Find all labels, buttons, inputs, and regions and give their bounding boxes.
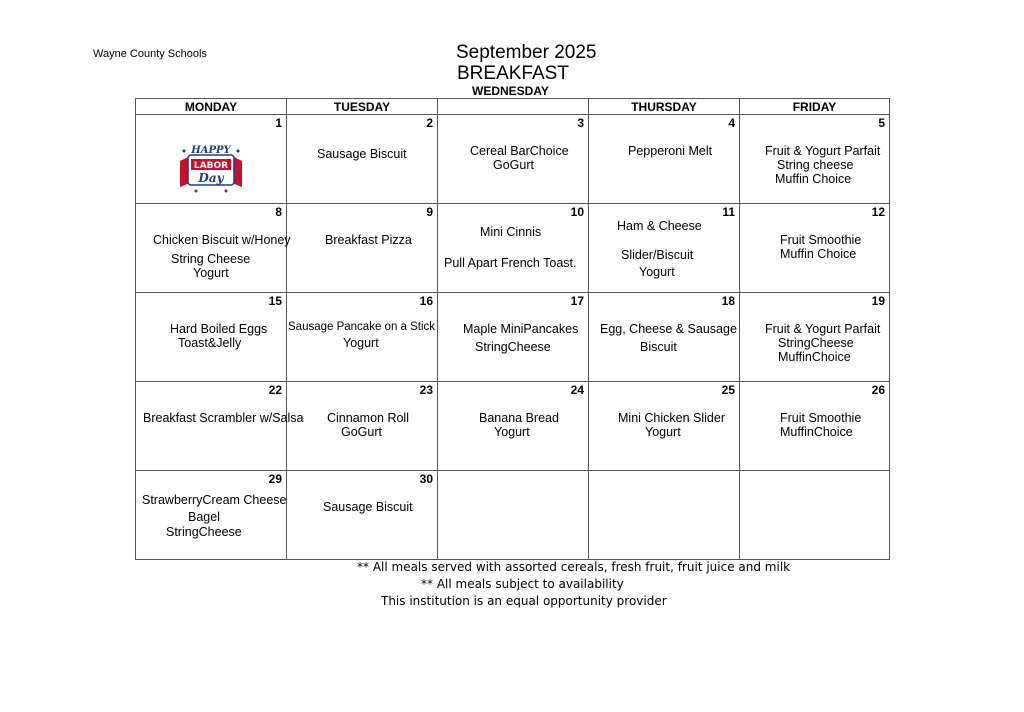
day-number: 5 bbox=[878, 116, 885, 130]
day-cell bbox=[438, 471, 589, 560]
day-cell bbox=[136, 204, 291, 293]
menu-item: Fruit & Yogurt Parfait bbox=[765, 322, 881, 336]
week-row bbox=[136, 471, 890, 560]
menu-item: Pepperoni Melt bbox=[628, 144, 713, 158]
day-number: 23 bbox=[419, 383, 433, 397]
day-cell bbox=[438, 293, 589, 382]
weekday-header-row bbox=[136, 99, 890, 115]
day-number: 19 bbox=[871, 294, 885, 308]
day-cell bbox=[287, 471, 438, 560]
meal-type-title: BREAKFAST bbox=[457, 63, 569, 84]
week-row bbox=[136, 382, 890, 471]
menu-item: GoGurt bbox=[493, 158, 534, 172]
organization-name: Wayne County Schools bbox=[93, 48, 207, 60]
day-number: 18 bbox=[721, 294, 735, 308]
header-friday: FRIDAY bbox=[740, 99, 890, 115]
menu-item: String Cheese bbox=[171, 252, 251, 266]
day-number: 4 bbox=[728, 116, 735, 130]
day-number: 3 bbox=[577, 116, 584, 130]
menu-item: StringCheese bbox=[475, 340, 551, 354]
menu-item: StringCheese bbox=[778, 336, 854, 350]
day-number: 16 bbox=[419, 294, 433, 308]
menu-month-title: September 2025 bbox=[456, 42, 597, 63]
menu-item: Breakfast Scrambler w/Salsa bbox=[143, 411, 304, 425]
day-number: 26 bbox=[871, 383, 885, 397]
logo-labor-text: LABOR bbox=[193, 161, 229, 171]
header-tuesday: TUESDAY bbox=[287, 99, 438, 115]
menu-item: Chicken Biscuit w/Honey bbox=[153, 233, 291, 247]
day-number: 25 bbox=[721, 383, 735, 397]
menu-item: Slider/Biscuit bbox=[621, 248, 694, 262]
week-row bbox=[136, 204, 890, 293]
day-cell bbox=[287, 382, 438, 471]
menu-item: Fruit Smoothie bbox=[780, 411, 862, 425]
menu-item: Toast&Jelly bbox=[178, 336, 242, 350]
menu-item: Sausage Pancake on a Stick bbox=[288, 321, 436, 333]
day-number: 9 bbox=[426, 205, 433, 219]
week-row bbox=[136, 293, 890, 382]
day-cell bbox=[136, 471, 287, 560]
menu-item: Egg, Cheese & Sausage bbox=[600, 322, 737, 336]
day-cell bbox=[589, 382, 740, 471]
menu-item: StrawberryCream Cheese bbox=[142, 493, 287, 507]
menu-item: Breakfast Pizza bbox=[325, 233, 412, 247]
menu-item: Fruit & Yogurt Parfait bbox=[765, 144, 881, 158]
day-cell bbox=[136, 382, 304, 471]
menu-item: Fruit Smoothie bbox=[780, 233, 862, 247]
header-wednesday bbox=[438, 99, 589, 115]
menu-item: Ham & Cheese bbox=[617, 219, 702, 233]
day-number: 10 bbox=[570, 205, 584, 219]
week-row bbox=[136, 115, 890, 204]
day-cell bbox=[589, 471, 740, 560]
menu-item: Sausage Biscuit bbox=[323, 500, 413, 514]
header-thursday: THURSDAY bbox=[589, 99, 740, 115]
menu-calendar-table bbox=[135, 98, 890, 560]
day-cell bbox=[136, 115, 287, 204]
header-monday: MONDAY bbox=[136, 99, 287, 115]
logo-happy-text: HAPPY bbox=[191, 145, 231, 156]
menu-item: Yogurt bbox=[639, 265, 675, 279]
day-number: 17 bbox=[570, 294, 584, 308]
day-cell bbox=[287, 293, 438, 382]
day-cell bbox=[438, 115, 589, 204]
day-cell bbox=[740, 204, 890, 293]
menu-item: Yogurt bbox=[645, 425, 681, 439]
menu-item: Yogurt bbox=[494, 425, 530, 439]
day-cell bbox=[740, 293, 890, 382]
menu-item: Hard Boiled Eggs bbox=[170, 322, 268, 336]
day-cell bbox=[287, 204, 438, 293]
menu-item: Muffin Choice bbox=[775, 172, 852, 186]
day-cell bbox=[287, 115, 438, 204]
menu-item: Yogurt bbox=[343, 336, 379, 350]
day-number: 8 bbox=[275, 205, 282, 219]
menu-item: Cinnamon Roll bbox=[327, 411, 409, 425]
logo-day-text: Day bbox=[198, 171, 224, 185]
day-number: 12 bbox=[871, 205, 885, 219]
day-cell bbox=[589, 115, 740, 204]
menu-item: Muffin Choice bbox=[780, 247, 857, 261]
day-number: 15 bbox=[268, 294, 282, 308]
menu-item: Yogurt bbox=[193, 266, 229, 280]
menu-item: MuffinChoice bbox=[778, 350, 851, 364]
wednesday-header-label: WEDNESDAY bbox=[472, 84, 549, 98]
day-cell bbox=[136, 293, 287, 382]
menu-item: Mini Cinnis bbox=[480, 225, 542, 239]
day-cell bbox=[438, 382, 589, 471]
day-number: 2 bbox=[426, 116, 433, 130]
day-number: 11 bbox=[722, 205, 735, 219]
day-cell bbox=[740, 115, 890, 204]
menu-item: Sausage Biscuit bbox=[317, 147, 407, 161]
day-cell bbox=[740, 471, 890, 560]
menu-item: Mini Chicken Slider bbox=[618, 411, 725, 425]
day-cell bbox=[589, 204, 740, 293]
note-meals-served: ** All meals served with assorted cereals, fresh fruit, fruit juice and milk bbox=[357, 560, 791, 574]
menu-item: Pull Apart French Toast. bbox=[444, 256, 577, 270]
menu-item: Maple MiniPancakes bbox=[463, 322, 579, 336]
menu-item: MuffinChoice bbox=[780, 425, 853, 439]
day-cell bbox=[589, 293, 740, 382]
note-equal-opportunity: This institution is an equal opportunity provider bbox=[381, 594, 667, 608]
menu-item: String cheese bbox=[777, 158, 854, 172]
day-cell bbox=[740, 382, 890, 471]
day-cell bbox=[438, 204, 589, 293]
day-number: 24 bbox=[570, 383, 584, 397]
menu-item: Bagel bbox=[188, 510, 220, 524]
day-number: 30 bbox=[419, 472, 433, 486]
menu-item: Banana Bread bbox=[479, 411, 559, 425]
day-number: 1 bbox=[275, 116, 282, 130]
menu-item: StringCheese bbox=[166, 525, 242, 539]
menu-item: GoGurt bbox=[341, 425, 382, 439]
day-number: 29 bbox=[268, 472, 282, 486]
menu-item: Cereal BarChoice bbox=[470, 144, 569, 158]
day-number: 22 bbox=[268, 383, 282, 397]
labor-day-logo-icon bbox=[176, 139, 246, 195]
note-availability: ** All meals subject to availability bbox=[421, 577, 624, 591]
menu-item: Biscuit bbox=[640, 340, 677, 354]
